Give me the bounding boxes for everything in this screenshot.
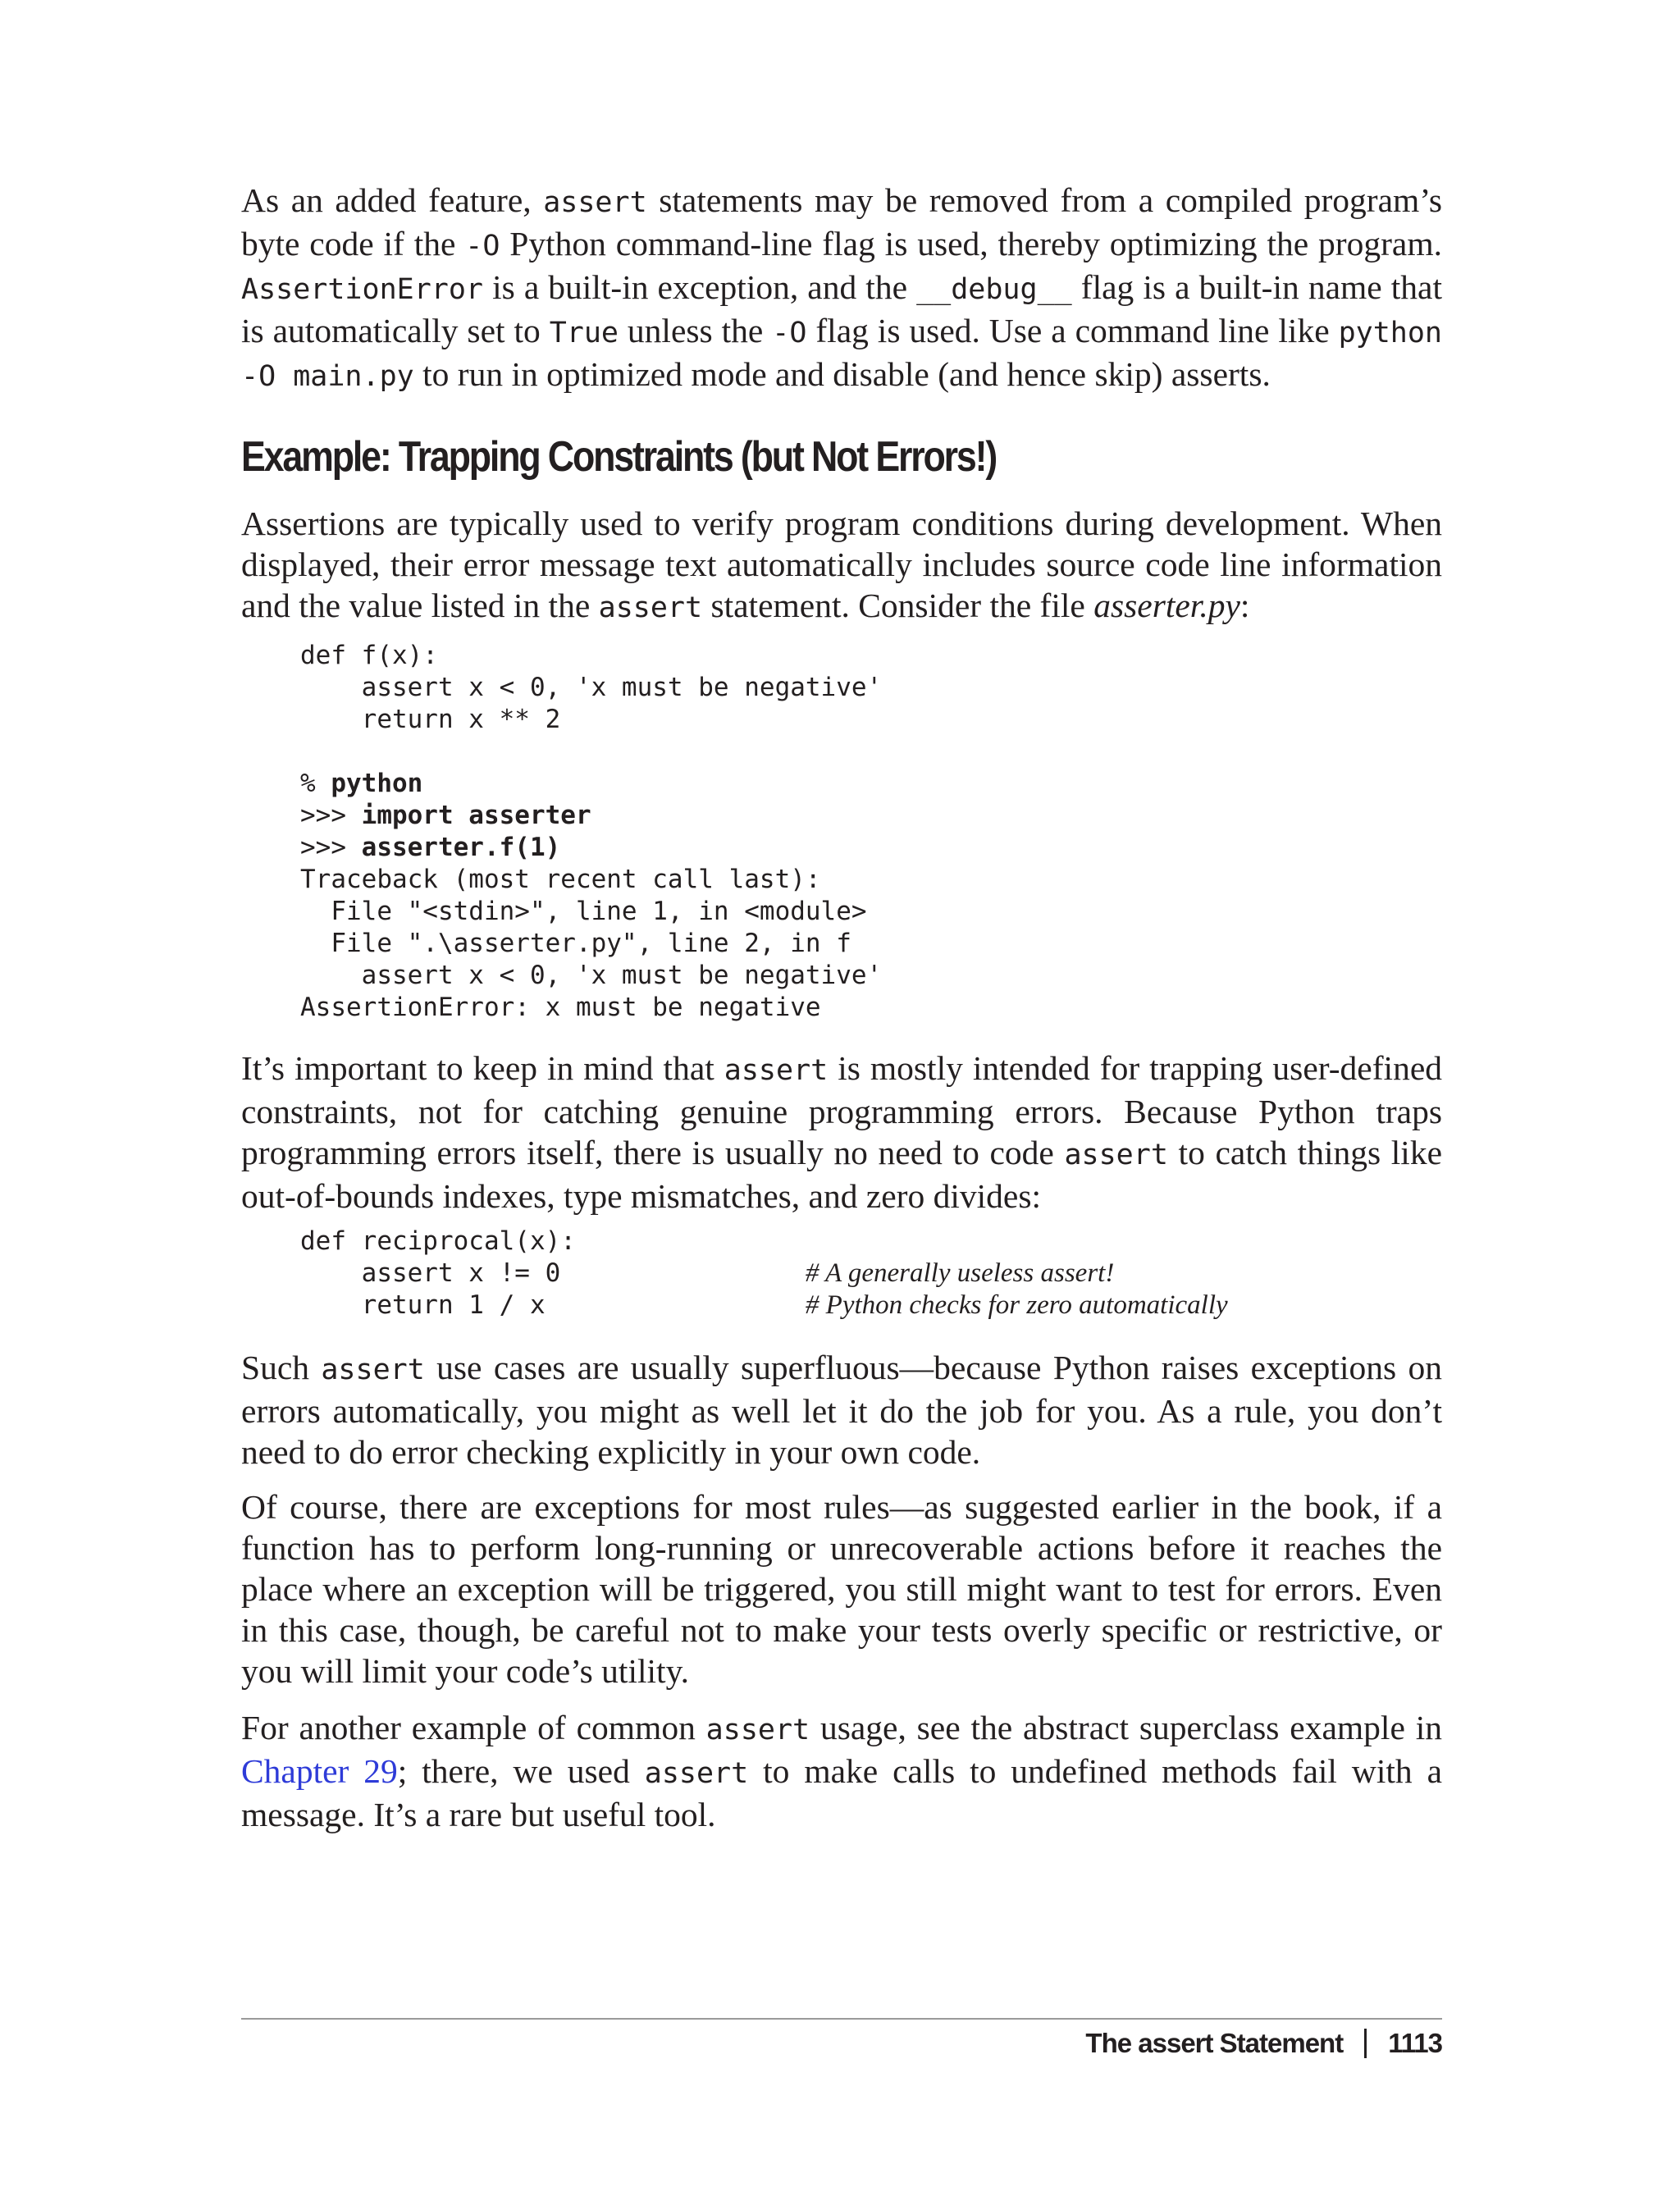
code-comment: # A generally useless assert! xyxy=(805,1258,1115,1288)
section-heading: Example: Trapping Constraints (but Not Errors!) xyxy=(241,433,997,481)
footer-rule xyxy=(241,2018,1442,2020)
paragraph-another-example: For another example of common assert usage, see the abstract superclass example in Chapter 29; there, we used assert to make calls to undefined methods fail with a message. It’s a rare but useful tool. xyxy=(241,1709,1442,1833)
code-comment: # Python checks for zero automatically xyxy=(805,1290,1228,1320)
running-footer xyxy=(1085,2028,1442,2059)
inline-code: True xyxy=(549,317,619,349)
inline-code: AssertionError xyxy=(241,273,484,306)
inline-code: assert xyxy=(1064,1139,1168,1171)
inline-code: -O xyxy=(465,230,500,262)
inline-code: python -O main.py xyxy=(241,317,1443,393)
paragraph-assert-optimization: As an added feature, assert statements may be removed from a compiled program’s byte code if the -O Python command-line flag is used, thereby optimizing the program. AssertionError is a built-in exception, and the __debug__ flag is a built-in name that is automatically set to True unless the -O flag is used. Use a command line like python -O main.py to run in optimized mode and disable (and hence skip) asserts. xyxy=(241,181,1443,393)
page-number: 1113 xyxy=(1388,2028,1442,2058)
inline-code: -O xyxy=(772,317,807,349)
footer-separator xyxy=(1364,2029,1367,2058)
inline-code: assert xyxy=(598,591,703,624)
inline-code: __debug__ xyxy=(916,273,1072,306)
inline-code: assert xyxy=(705,1714,810,1746)
inline-code: assert xyxy=(644,1757,749,1790)
code-block-asserter-source: def f(x): assert x < 0, 'x must be negative' return x ** 2 xyxy=(300,641,883,734)
code-block-interactive-session: % python >>> import asserter >>> asserter.f(1) Traceback (most recent call last): File "<stdin>", line 1, in <module> File ".\asserter.py", line 2, in f assert x < 0, 'x must be negative' AssertionError: x must be negative xyxy=(300,769,883,1022)
file-name: asserter.py xyxy=(1093,587,1240,624)
inline-code: assert xyxy=(321,1354,425,1386)
paragraph-superfluous: Such assert use cases are usually superfluous—because Python raises exceptions on errors automatically, you might as well let it do the job for you. As a rule, you don’t need to do error checking explicitly in your own code. xyxy=(241,1349,1442,1471)
chapter-link[interactable]: Chapter 29 xyxy=(241,1752,398,1790)
footer-section-title: The assert Statement xyxy=(1085,2028,1344,2058)
code-block-reciprocal: def reciprocal(x): assert x != 0 # A generally useless assert! return 1 / x # Python checks for zero automatically xyxy=(300,1226,1228,1320)
inline-code: assert xyxy=(543,186,647,219)
paragraph-assertions-intro: Assertions are typically used to verify program conditions during development. When displayed, their error message text automatically includes source code line information and the value listed in the assert statement. Consider the file asserter.py: xyxy=(241,504,1442,624)
paragraph-assert-purpose: It’s important to keep in mind that assert is mostly intended for trapping user-defined constraints, not for catching genuine programming errors. Because Python traps programming errors itself, there is usually no need to code assert to catch things like out-of-bounds indexes, type mismatches, and zero divides: xyxy=(241,1049,1443,1215)
inline-code: assert xyxy=(724,1054,829,1087)
paragraph-exceptions: Of course, there are exceptions for most rules—as suggested earlier in the book, if a function has to perform long-running or unrecoverable actions before it reaches the place where an exception will be triggered, you still might want to test for errors. Even in this case, though, be careful not to make your tests overly specific or restrictive, or you will limit your code’s utility. xyxy=(241,1488,1442,1690)
